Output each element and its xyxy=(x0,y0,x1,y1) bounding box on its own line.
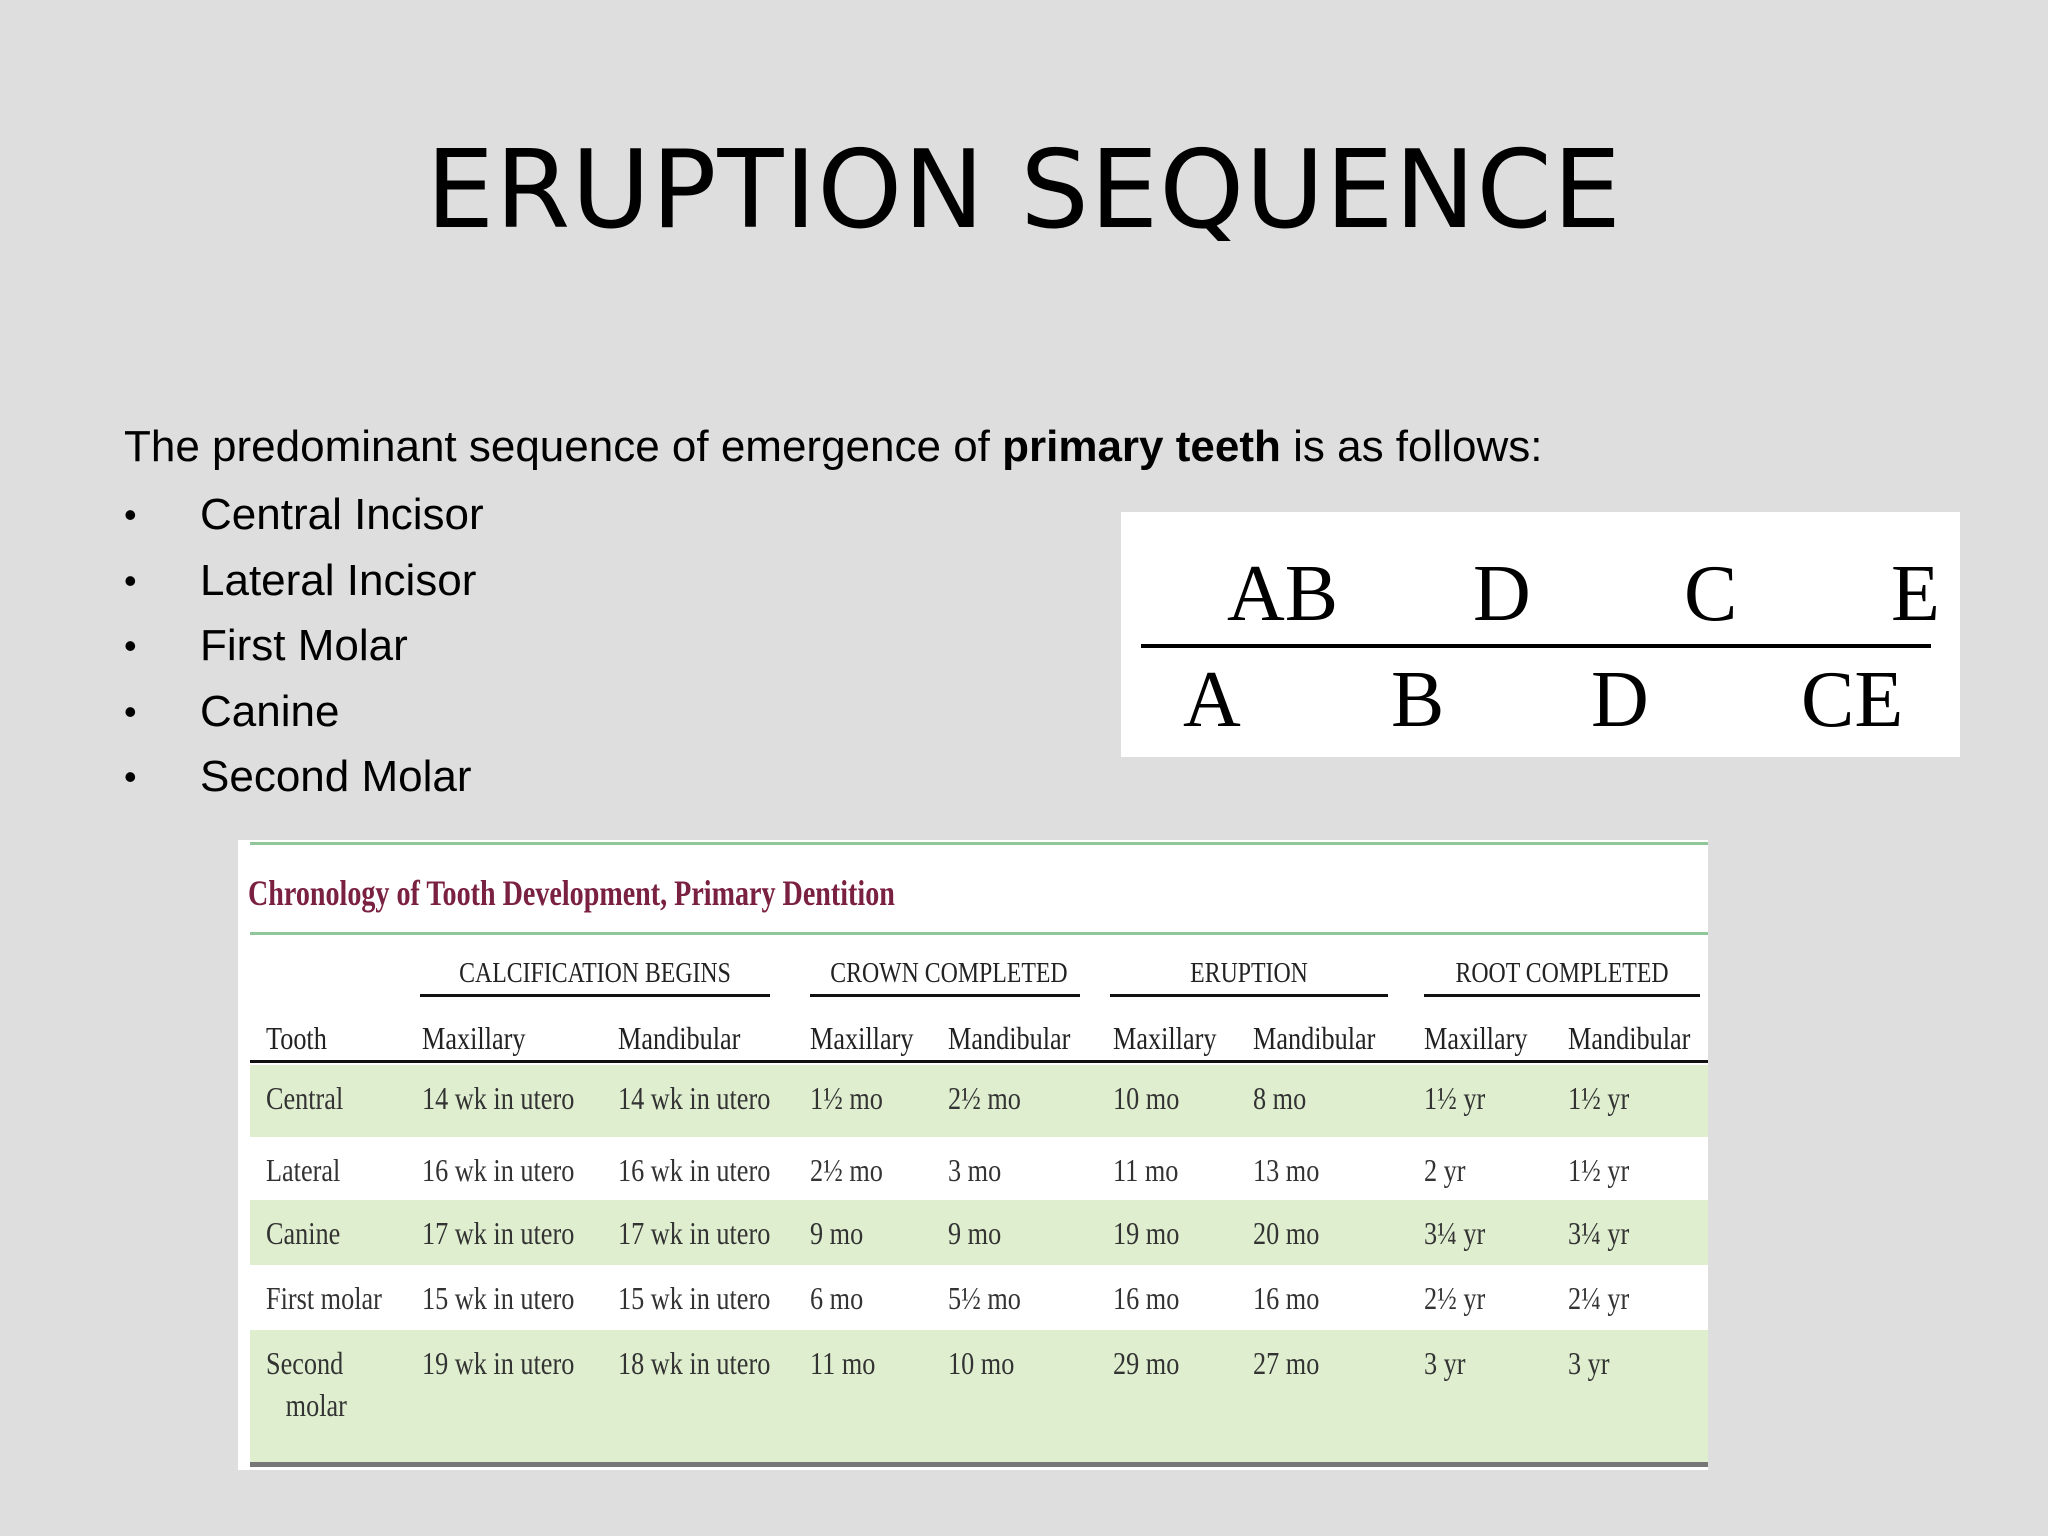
table-bottom-rule xyxy=(250,1462,1708,1467)
table-cell: 16 wk in utero xyxy=(422,1152,575,1188)
column-header: Maxillary xyxy=(810,1020,914,1056)
bullet-item xyxy=(124,617,484,683)
group-calcification: CALCIFICATION BEGINS xyxy=(459,958,731,989)
formula-upper-d: D xyxy=(1473,550,1531,638)
table-cell: 5½ mo xyxy=(948,1280,1021,1316)
bullet-dot: • xyxy=(124,625,137,666)
table-cell: 17 wk in utero xyxy=(618,1215,771,1251)
eruption-formula-image xyxy=(1121,512,1960,757)
table-cell: 10 mo xyxy=(1113,1080,1180,1116)
bullet-label: First Molar xyxy=(200,621,408,670)
intro-post: is as follows: xyxy=(1280,422,1543,471)
chronology-table-image xyxy=(238,840,1708,1470)
table-cell: 16 wk in utero xyxy=(618,1152,771,1188)
table-cell: 6 mo xyxy=(810,1280,864,1316)
bullet-list xyxy=(124,486,484,814)
table-cell: 11 mo xyxy=(1113,1152,1179,1188)
formula-upper-ab: AB xyxy=(1227,550,1339,638)
table-cell: 9 mo xyxy=(810,1215,864,1251)
table-cell: 10 mo xyxy=(948,1345,1015,1381)
bullet-label: Second Molar xyxy=(200,752,472,801)
table-cell: 3 yr xyxy=(1424,1345,1466,1381)
table-cell: 16 mo xyxy=(1113,1280,1180,1316)
table-cell: 17 wk in utero xyxy=(422,1215,575,1251)
table-cell: 15 wk in utero xyxy=(422,1280,575,1316)
column-header: Mandibular xyxy=(1253,1020,1376,1056)
table-cell: 1½ yr xyxy=(1568,1152,1630,1188)
bullet-dot: • xyxy=(124,690,137,732)
table-cell: 2½ yr xyxy=(1424,1280,1486,1316)
table-cell: 3¼ yr xyxy=(1568,1215,1630,1251)
group-eruption: ERUPTION xyxy=(1190,958,1308,989)
header-rule xyxy=(250,1060,1708,1063)
table-cell: 29 mo xyxy=(1113,1345,1180,1381)
table-cell: 1½ yr xyxy=(1424,1080,1486,1116)
group-calcification-rule xyxy=(420,994,770,997)
table-cell: 8 mo xyxy=(1253,1080,1307,1116)
formula-lower-a: A xyxy=(1183,656,1241,744)
tooth-name-cell: Canine xyxy=(266,1215,341,1251)
table-cell: 3¼ yr xyxy=(1424,1215,1486,1251)
table-cell: 27 mo xyxy=(1253,1345,1320,1381)
table-cell: 18 wk in utero xyxy=(618,1345,771,1381)
table-cell: 13 mo xyxy=(1253,1152,1320,1188)
column-header: Mandibular xyxy=(618,1020,741,1056)
column-header: Mandibular xyxy=(1568,1020,1691,1056)
table-cell: 9 mo xyxy=(948,1215,1002,1251)
group-crown: CROWN COMPLETED xyxy=(830,958,1068,989)
formula-lower-ce: CE xyxy=(1801,656,1904,744)
formula-upper-e: E xyxy=(1891,550,1940,638)
column-header: Maxillary xyxy=(1424,1020,1528,1056)
table-cell: 16 mo xyxy=(1253,1280,1320,1316)
bullet-item xyxy=(124,683,484,749)
intro-pre: The predominant sequence of emergence of xyxy=(124,422,1003,471)
slide-title: ERUPTION SEQUENCE xyxy=(426,128,1622,253)
column-header: Maxillary xyxy=(1113,1020,1217,1056)
table-top-rule xyxy=(250,842,1708,845)
intro-text xyxy=(124,422,1543,472)
column-header: Mandibular xyxy=(948,1020,1071,1056)
table-cell: 2¼ yr xyxy=(1568,1280,1630,1316)
bullet-dot: • xyxy=(124,559,137,601)
bullet-label: Canine xyxy=(200,686,340,736)
bullet-label: Central Incisor xyxy=(200,490,484,539)
bullet-label: Lateral Incisor xyxy=(200,555,477,605)
table-cell: 2 yr xyxy=(1424,1152,1466,1188)
table-cell: 19 mo xyxy=(1113,1215,1180,1251)
table-title: Chronology of Tooth Development, Primary Dentition xyxy=(248,873,895,913)
table-cell: 3 mo xyxy=(948,1152,1002,1188)
bullet-dot: • xyxy=(124,756,137,797)
bullet-item xyxy=(124,552,484,618)
tooth-name-cell: Second molar xyxy=(266,1345,347,1423)
table-cell: 2½ mo xyxy=(810,1152,883,1188)
table-cell: 1½ mo xyxy=(810,1080,883,1116)
table-cell: 2½ mo xyxy=(948,1080,1021,1116)
table-cell: 14 wk in utero xyxy=(618,1080,771,1116)
column-header: Maxillary xyxy=(422,1020,526,1056)
column-header: Tooth xyxy=(266,1020,327,1056)
group-root: ROOT COMPLETED xyxy=(1455,958,1669,989)
table-cell: 14 wk in utero xyxy=(422,1080,575,1116)
bullet-item xyxy=(124,486,484,552)
group-root-rule xyxy=(1424,994,1700,997)
table-cell: 1½ yr xyxy=(1568,1080,1630,1116)
bullet-item xyxy=(124,748,484,814)
table-cell: 20 mo xyxy=(1253,1215,1320,1251)
formula-upper-c: C xyxy=(1684,550,1738,638)
tooth-name-cell: First molar xyxy=(266,1280,382,1316)
table-cell: 11 mo xyxy=(810,1345,876,1381)
bullet-dot: • xyxy=(124,494,137,535)
formula-lower-d: D xyxy=(1591,656,1649,744)
table-title-rule xyxy=(250,932,1708,935)
group-eruption-rule xyxy=(1110,994,1388,997)
tooth-name-cell: Central xyxy=(266,1080,344,1116)
table-cell: 15 wk in utero xyxy=(618,1280,771,1316)
formula-divider xyxy=(1141,644,1931,648)
intro-bold: primary teeth xyxy=(1002,422,1281,471)
table-cell: 3 yr xyxy=(1568,1345,1610,1381)
group-crown-rule xyxy=(810,994,1080,997)
formula-lower-b: B xyxy=(1391,656,1445,744)
table-cell: 19 wk in utero xyxy=(422,1345,575,1381)
tooth-name-cell: Lateral xyxy=(266,1152,341,1188)
